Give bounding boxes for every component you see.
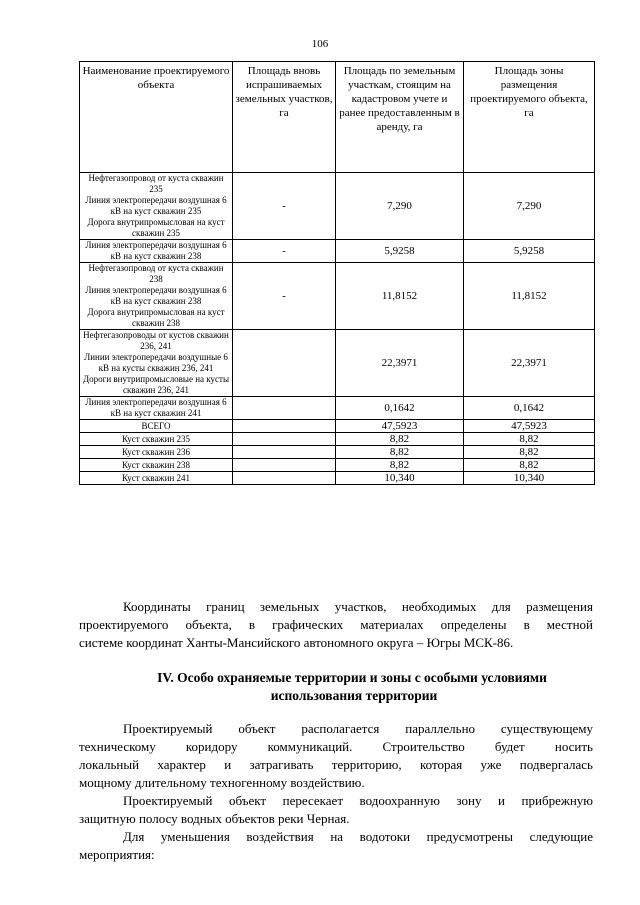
cell-cadastral-area: 8,82 [336, 433, 464, 446]
header-zone-area: Площадь зоны размещения проектируемого объекта, га [464, 62, 595, 173]
cell-new-area [233, 459, 336, 472]
cell-zone-area: 8,82 [464, 433, 595, 446]
text-line: Координаты границ земельных участков, необходимых для размещения [123, 599, 593, 614]
text-line: системе координат Ханты-Мансийского автономного округа – Югры МСК-86. [79, 635, 514, 650]
cell-zone-area: 10,340 [464, 472, 595, 485]
cell-new-area: - [233, 263, 336, 330]
section-heading-line: использования территории [270, 688, 438, 703]
text-line: Проектируемый объект пересекает водоохранную зону и прибрежную [123, 793, 593, 808]
cell-zone-area: 11,8152 [464, 263, 595, 330]
cell-new-area [233, 420, 336, 433]
cell-object-name [80, 263, 233, 330]
table-row [80, 330, 595, 397]
cell-new-area: - [233, 173, 336, 240]
text-line: мероприятия: [79, 847, 155, 862]
paragraph-2 [79, 792, 593, 828]
cell-object-name [80, 433, 233, 446]
table-row [80, 263, 595, 330]
table-row [80, 397, 595, 420]
object-name-line: Линия электропередачи воздушная 6 кВ на куст скважин 235 [85, 195, 227, 216]
object-name-line: Дороги внутрипромысловые на кусты скважин 236, 241 [82, 374, 230, 395]
header-object-name: Наименование проектируемого объекта [80, 62, 233, 173]
object-name-line: Дорога внутрипромысловая на куст скважин 235 [87, 217, 225, 238]
cell-new-area [233, 446, 336, 459]
object-name-line: Куст скважин 235 [121, 433, 191, 444]
table-row [80, 173, 595, 240]
cell-cadastral-area: 0,1642 [336, 397, 464, 420]
cell-new-area: - [233, 240, 336, 263]
header-new-area: Площадь вновь испрашиваемых земельных участков, га [233, 62, 336, 173]
cell-zone-area: 8,82 [464, 459, 595, 472]
cell-object-name [80, 330, 233, 397]
cell-cadastral-area: 10,340 [336, 472, 464, 485]
cell-object-name [80, 472, 233, 485]
cell-cadastral-area: 22,3971 [336, 330, 464, 397]
table-row [80, 240, 595, 263]
table-row [80, 433, 595, 446]
text-line: проектируемого объекта, в графических материалах определены в местной [79, 617, 593, 632]
cell-object-name [80, 459, 233, 472]
object-name-line: Линия электропередачи воздушная 6 кВ на куст скважин 238 [85, 285, 227, 306]
text-line: локальный характер и затрагивать территорию, которая уже подвергалась [79, 757, 593, 772]
cell-object-name [80, 173, 233, 240]
object-name-line: Куст скважин 236 [121, 446, 191, 457]
page-number: 106 [311, 38, 329, 50]
section-heading-line: IV. Особо охраняемые территории и зоны с особыми условиями [157, 670, 547, 685]
section-heading [79, 669, 593, 705]
cell-cadastral-area: 47,5923 [336, 420, 464, 433]
cell-object-name [80, 446, 233, 459]
cell-zone-area: 8,82 [464, 446, 595, 459]
text-line: защитную полосу водных объектов реки Черная. [79, 811, 350, 826]
cell-zone-area: 5,9258 [464, 240, 595, 263]
object-name-line: Куст скважин 241 [121, 472, 191, 483]
table-row [80, 459, 595, 472]
table-header-row [80, 62, 595, 173]
cell-zone-area: 7,290 [464, 173, 595, 240]
text-line: техническому коридору коммуникаций. Строительство будет носить [79, 739, 593, 754]
object-name-line: Линии электропередачи воздушные 6 кВ на кусты скважин 236, 241 [84, 352, 228, 373]
text-line: мощному длительному техногенному воздействию. [79, 775, 365, 790]
paragraph-coordinates [79, 598, 593, 652]
object-name-line: Нефтегазопроводы от кустов скважин 236, 241 [83, 330, 229, 351]
table-row [80, 420, 595, 433]
cell-cadastral-area: 8,82 [336, 446, 464, 459]
cell-new-area [233, 472, 336, 485]
land-area-table [79, 61, 595, 485]
object-name-line: Линия электропередачи воздушная 6 кВ на куст скважин 238 [85, 240, 227, 261]
object-name-line: Нефтегазопровод от куста скважин 235 [88, 173, 224, 194]
object-name-line: ВСЕГО [141, 420, 171, 431]
cell-object-name [80, 420, 233, 433]
paragraph-3 [79, 828, 593, 864]
paragraph-1 [79, 720, 593, 792]
cell-zone-area: 47,5923 [464, 420, 595, 433]
table-row [80, 446, 595, 459]
cell-cadastral-area: 7,290 [336, 173, 464, 240]
cell-object-name [80, 397, 233, 420]
cell-new-area [233, 330, 336, 397]
object-name-line: Дорога внутрипромысловая на куст скважин 238 [87, 307, 225, 328]
object-name-line: Нефтегазопровод от куста скважин 238 [88, 263, 224, 284]
cell-cadastral-area: 8,82 [336, 459, 464, 472]
cell-zone-area: 22,3971 [464, 330, 595, 397]
cell-cadastral-area: 11,8152 [336, 263, 464, 330]
cell-new-area [233, 397, 336, 420]
text-line: Для уменьшения воздействия на водотоки предусмотрены следующие [123, 829, 593, 844]
object-name-line: Куст скважин 238 [121, 459, 191, 470]
header-cadastral-area: Площадь по земельным участкам, стоящим на кадастровом учете и ранее предоставленным в аренду, га [336, 62, 464, 173]
cell-cadastral-area: 5,9258 [336, 240, 464, 263]
cell-zone-area: 0,1642 [464, 397, 595, 420]
object-name-line: Линия электропередачи воздушная 6 кВ на куст скважин 241 [85, 397, 227, 418]
cell-object-name [80, 240, 233, 263]
table-row [80, 472, 595, 485]
cell-new-area [233, 433, 336, 446]
text-line: Проектируемый объект располагается параллельно существующему [123, 721, 593, 736]
